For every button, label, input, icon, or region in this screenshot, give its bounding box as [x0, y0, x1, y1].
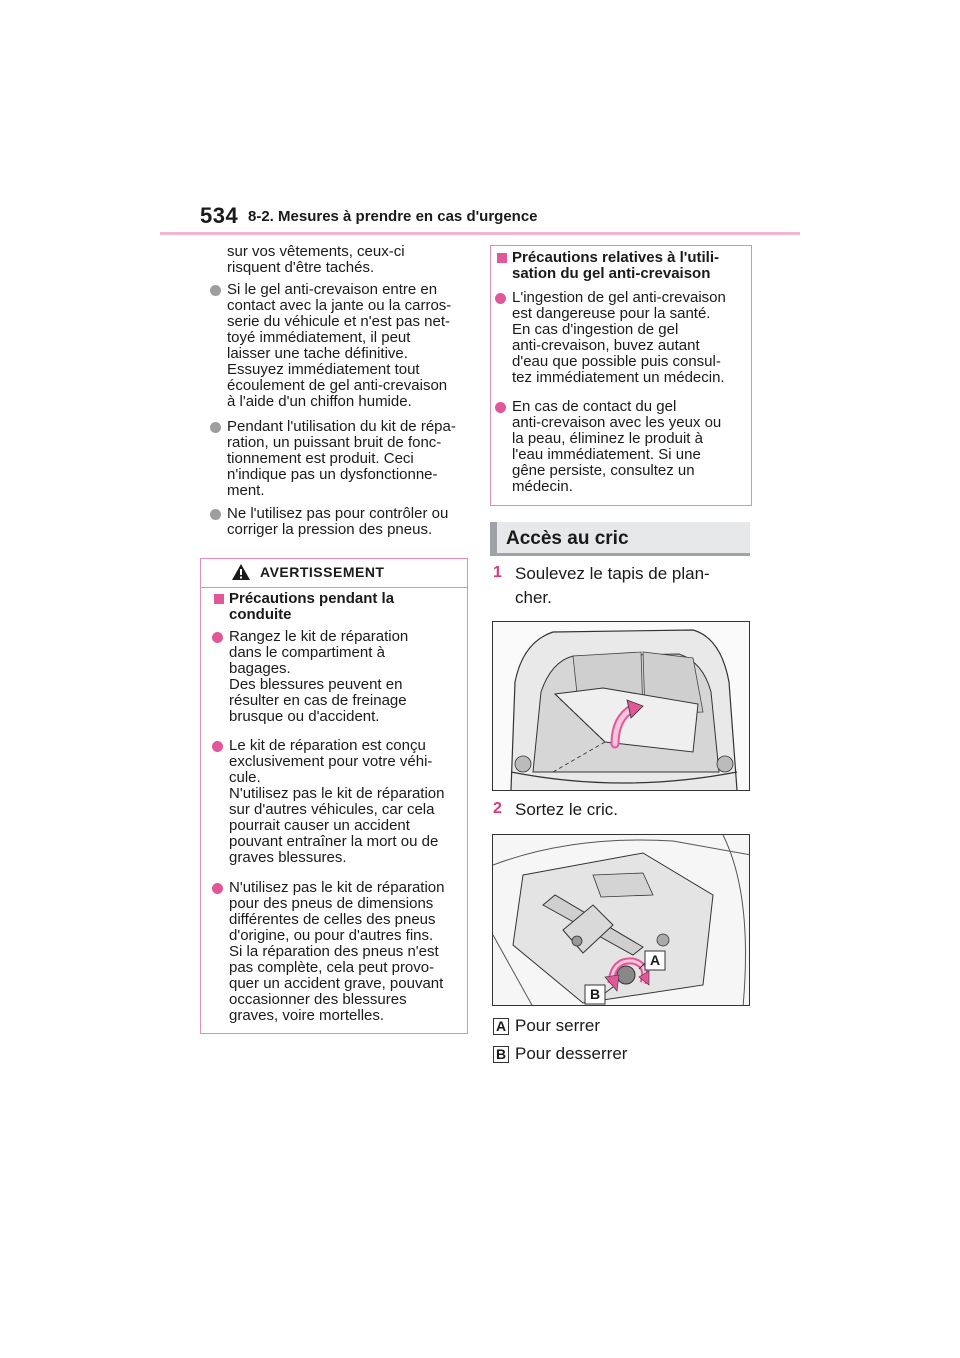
- text-line: occasionner des blessures: [229, 991, 407, 1008]
- legend-text-b: Pour desserrer: [515, 1044, 628, 1063]
- text-line: dans le compartiment à: [229, 644, 385, 661]
- header-rule: [160, 232, 800, 235]
- square-bullet-icon: [214, 594, 224, 604]
- text-line: pour des pneus de dimensions: [229, 895, 434, 912]
- text-line: Sortez le cric.: [515, 800, 618, 819]
- text-line: gêne persiste, consultez un: [512, 462, 695, 479]
- text-line: tez immédiatement un médecin.: [512, 369, 725, 386]
- step-2-text: [515, 798, 618, 822]
- bullet-dot-icon: [210, 285, 221, 296]
- page-number: 534: [200, 203, 239, 228]
- text-line: Essuyez immédiatement tout: [227, 361, 420, 378]
- intro-text: [227, 244, 405, 276]
- jack-figure: [492, 834, 750, 1006]
- text-line: sur vos vêtements, ceux-ci: [227, 243, 405, 260]
- text-line: Ne l'utilisez pas pour contrôler ou: [227, 505, 449, 522]
- caution-heading: [512, 250, 719, 282]
- step-1: [493, 564, 502, 582]
- text-line: tionnement est produit. Ceci: [227, 450, 414, 467]
- text-line: laisser une tache définitive.: [227, 345, 408, 362]
- text-line: d'eau que possible puis consul-: [512, 353, 721, 370]
- text-line: Des blessures peuvent en: [229, 676, 403, 693]
- trunk-figure: [492, 621, 750, 791]
- text-line: anti-crevaison avec les yeux ou: [512, 414, 722, 431]
- step-number: 1: [493, 564, 502, 581]
- bullet-dot-icon: [212, 741, 223, 752]
- bullet-dot-icon: [495, 293, 506, 304]
- text-line: cher.: [515, 588, 552, 607]
- text-line: médecin.: [512, 478, 573, 495]
- bullet-dot-icon: [210, 422, 221, 433]
- text-line: sur d'autres véhicules, car cela: [229, 801, 435, 818]
- warning-title: AVERTISSEMENT: [260, 564, 385, 580]
- bullet-dot-icon: [210, 509, 221, 520]
- text-line: la peau, éliminez le produit à: [512, 430, 703, 447]
- text-line: ration, un puissant bruit de fonc-: [227, 434, 442, 451]
- section-title: 8-2. Mesures à prendre en cas d'urgence: [248, 208, 538, 225]
- text-line: contact avec la jante ou la carros-: [227, 297, 452, 314]
- text-line: Le kit de réparation est conçu: [229, 737, 426, 754]
- warning-bullet: [229, 629, 408, 725]
- text-line: graves blessures.: [229, 849, 347, 866]
- text-line: l'eau immédiatement. Si une: [512, 446, 701, 463]
- step-2: [493, 800, 502, 818]
- text-line: L'ingestion de gel anti-crevaison: [512, 289, 726, 306]
- bullet-item: [227, 282, 451, 410]
- figure-label-b: B: [589, 986, 601, 1002]
- text-line: brusque ou d'accident.: [229, 708, 380, 725]
- warning-heading: [229, 591, 394, 623]
- section-heading-title: Accès au cric: [506, 528, 629, 549]
- text-line: quer un accident grave, pouvant: [229, 975, 444, 992]
- text-line: est dangereuse pour la santé.: [512, 305, 711, 322]
- text-line: Pendant l'utilisation du kit de répa-: [227, 418, 456, 435]
- text-line: N'utilisez pas le kit de réparation: [229, 879, 445, 896]
- caution-bullet: [512, 290, 726, 386]
- text-line: cule.: [229, 769, 261, 786]
- legend-key-b: B: [493, 1046, 509, 1063]
- text-line: Soulevez le tapis de plan-: [515, 564, 710, 583]
- warning-triangle-icon: [231, 563, 251, 581]
- step-1-text: [515, 562, 710, 610]
- step-number: 2: [493, 800, 502, 817]
- text-line: sation du gel anti-crevaison: [512, 265, 711, 282]
- text-line: Précautions pendant la: [229, 590, 395, 607]
- text-line: d'origine, ou pour d'autres fins.: [229, 927, 434, 944]
- text-line: N'utilisez pas le kit de réparation: [229, 785, 445, 802]
- text-line: écoulement de gel anti-crevaison: [227, 377, 448, 394]
- text-line: corriger la pression des pneus.: [227, 521, 433, 538]
- text-line: bagages.: [229, 660, 291, 677]
- text-line: n'indique pas un dysfonctionne-: [227, 466, 438, 483]
- text-line: exclusivement pour votre véhi-: [229, 753, 433, 770]
- bullet-item: [227, 419, 456, 499]
- bullet-dot-icon: [212, 632, 223, 643]
- figure-label-a: A: [649, 952, 661, 968]
- square-bullet-icon: [497, 253, 507, 263]
- text-line: graves, voire mortelles.: [229, 1007, 385, 1024]
- text-line: conduite: [229, 606, 292, 623]
- text-line: Rangez le kit de réparation: [229, 628, 409, 645]
- text-line: ment.: [227, 482, 265, 499]
- section-heading-accent: [490, 522, 497, 556]
- text-line: différentes de celles des pneus: [229, 911, 436, 928]
- bullet-dot-icon: [212, 883, 223, 894]
- bullet-dot-icon: [495, 402, 506, 413]
- text-line: résulter en cas de freinage: [229, 692, 407, 709]
- bullet-item: [227, 506, 448, 538]
- text-line: Précautions relatives à l'utili-: [512, 249, 719, 266]
- text-line: pas complète, cela peut provo-: [229, 959, 435, 976]
- text-line: à l'aide d'un chiffon humide.: [227, 393, 412, 410]
- warning-bullet: [229, 738, 444, 866]
- trunk-floor-illustration: [493, 622, 750, 791]
- legend-text-a: Pour serrer: [515, 1016, 601, 1035]
- text-line: serie du véhicule et n'est pas net-: [227, 313, 450, 330]
- jack-illustration: [493, 835, 750, 1006]
- text-line: risquent d'être tachés.: [227, 259, 375, 276]
- text-line: Si le gel anti-crevaison entre en: [227, 281, 438, 298]
- text-line: Si la réparation des pneus n'est: [229, 943, 439, 960]
- text-line: En cas de contact du gel: [512, 398, 677, 415]
- legend-key-a: A: [493, 1018, 509, 1035]
- warning-bullet: [229, 880, 444, 1024]
- text-line: pouvant entraîner la mort ou de: [229, 833, 439, 850]
- caution-bullet: [512, 399, 721, 495]
- text-line: anti-crevaison, buvez autant: [512, 337, 700, 354]
- text-line: pourrait causer un accident: [229, 817, 410, 834]
- text-line: toyé immédiatement, il peut: [227, 329, 411, 346]
- text-line: En cas d'ingestion de gel: [512, 321, 679, 338]
